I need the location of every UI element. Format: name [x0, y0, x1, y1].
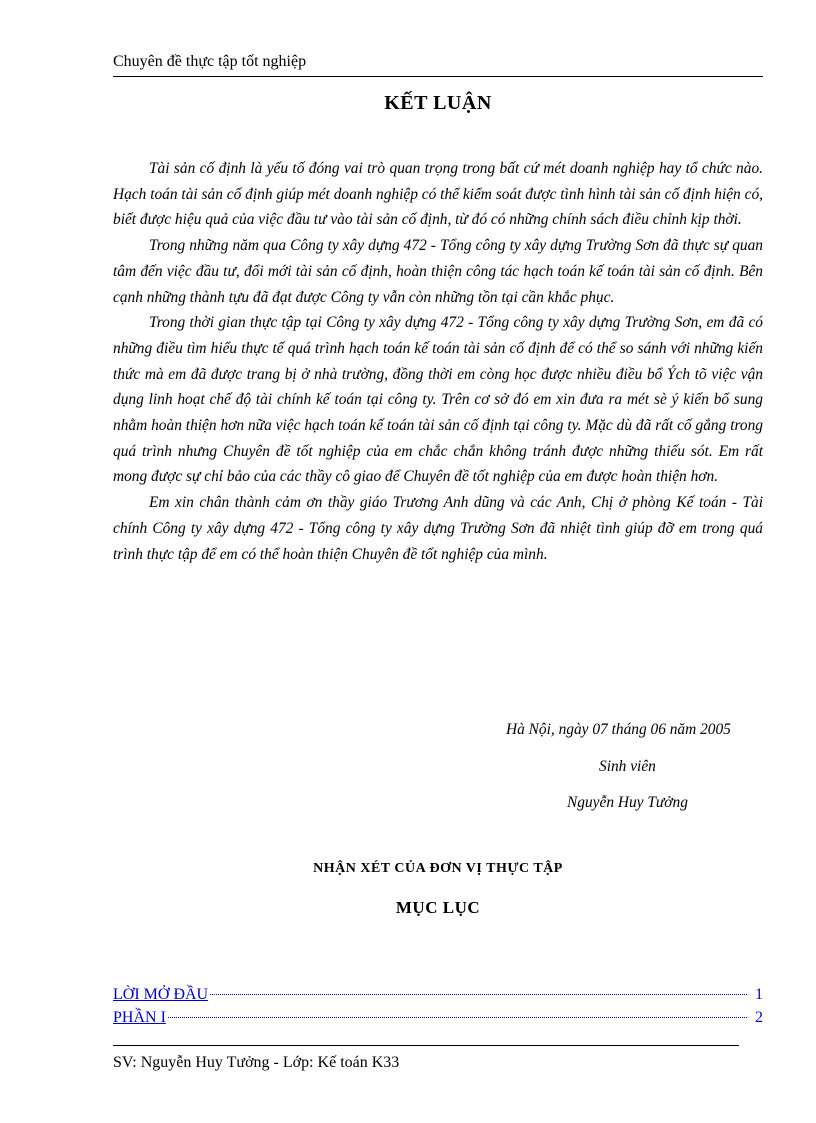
toc-leader	[168, 1017, 747, 1018]
paragraph: Em xin chân thành cảm ơn thầy giáo Trương Anh dũng và các Anh, Chị ở phòng Kế toán - Tài chính Công ty xây dựng 472 - Tổng công ty xây dựng Trường Sơn đã nhiệt tình giúp đỡ em trong quá trình thực tập để em có thể hoàn thiện Chuyên đề tốt nghiệp của mình.	[113, 494, 763, 563]
toc-entry-page[interactable]: 1	[755, 986, 763, 1003]
page-header: Chuyên đề thực tập tốt nghiệp	[113, 53, 307, 70]
paragraph: Tài sản cố định là yếu tố đóng vai trò quan trọng trong bất cứ mét doanh nghiệp hay tổ chức nào. Hạch toán tài sản cố định giúp mét doanh nghiệp có thể kiểm soát được tình hình tài sản cố định hiện có, biết được hiệu quả của việc đầu tư vào tài sản cố định, từ đó có những chính sách điều chỉnh kịp thời.	[113, 160, 763, 229]
page-title: KẾT LUẬN	[384, 92, 492, 114]
header-divider	[113, 76, 763, 77]
footer-divider	[113, 1045, 739, 1046]
toc-entry-label[interactable]: LỜI MỞ ĐẦU	[113, 986, 209, 1003]
page-footer: SV: Nguyễn Huy Tưởng - Lớp: Kế toán K33	[113, 1054, 400, 1071]
signature-role: Sinh viên	[599, 758, 656, 775]
toc-leader	[210, 994, 747, 995]
signature-date: Hà Nội, ngày 07 tháng 06 năm 2005	[506, 721, 731, 738]
conclusion-body	[113, 156, 763, 567]
table-of-contents-heading: MỤC LỤC	[395, 898, 481, 917]
paragraph: Trong thời gian thực tập tại Công ty xây dựng 472 - Tổng công ty xây dựng Trường Sơn, em đã có những điều tìm hiểu thực tế quá trình hạch toán kế toán tài sản cố định để có thể so sánh với những kiến thức mà em đã được trang bị ở nhà trường, đồng thời em còng học được nhiều điều bổ Ých tõ việc vận dụng linh hoạt chế độ tài chính kế toán tại công ty. Trên cơ sở đó em xin đưa ra mét sè ý kiến bổ sung nhằm hoàn thiện hơn nữa việc hạch toán kế toán tài sản cố định tại công ty. Mặc dù đã rất cố gắng trong quá trình nhưng Chuyên đề tốt nghiệp của em chắc chắn không tránh được những thiếu sót. Em rất mong được sự chỉ bảo của các thầy cô giao để Chuyên đề tốt nghiệp của em được hoàn thiện hơn.	[113, 314, 763, 486]
paragraph: Trong những năm qua Công ty xây dựng 472 - Tổng công ty xây dựng Trường Sơn đã thực sự quan tâm đến việc đầu tư, đổi mới tài sản cố định, hoàn thiện công tác hạch toán kế toán tài sản cố định. Bên cạnh những thành tựu đã đạt được Công ty vẫn còn những tồn tại cần khắc phục.	[113, 237, 763, 306]
toc-entry[interactable]	[113, 1007, 763, 1029]
internship-review-heading: NHẬN XÉT CỦA ĐƠN VỊ THỰC TẬP	[313, 861, 563, 876]
signature-name: Nguyễn Huy Tưởng	[567, 794, 688, 811]
toc-entry[interactable]	[113, 984, 763, 1006]
toc-entry-page[interactable]: 2	[755, 1009, 763, 1026]
toc-entry-label[interactable]: PHẦN I	[113, 1009, 166, 1026]
